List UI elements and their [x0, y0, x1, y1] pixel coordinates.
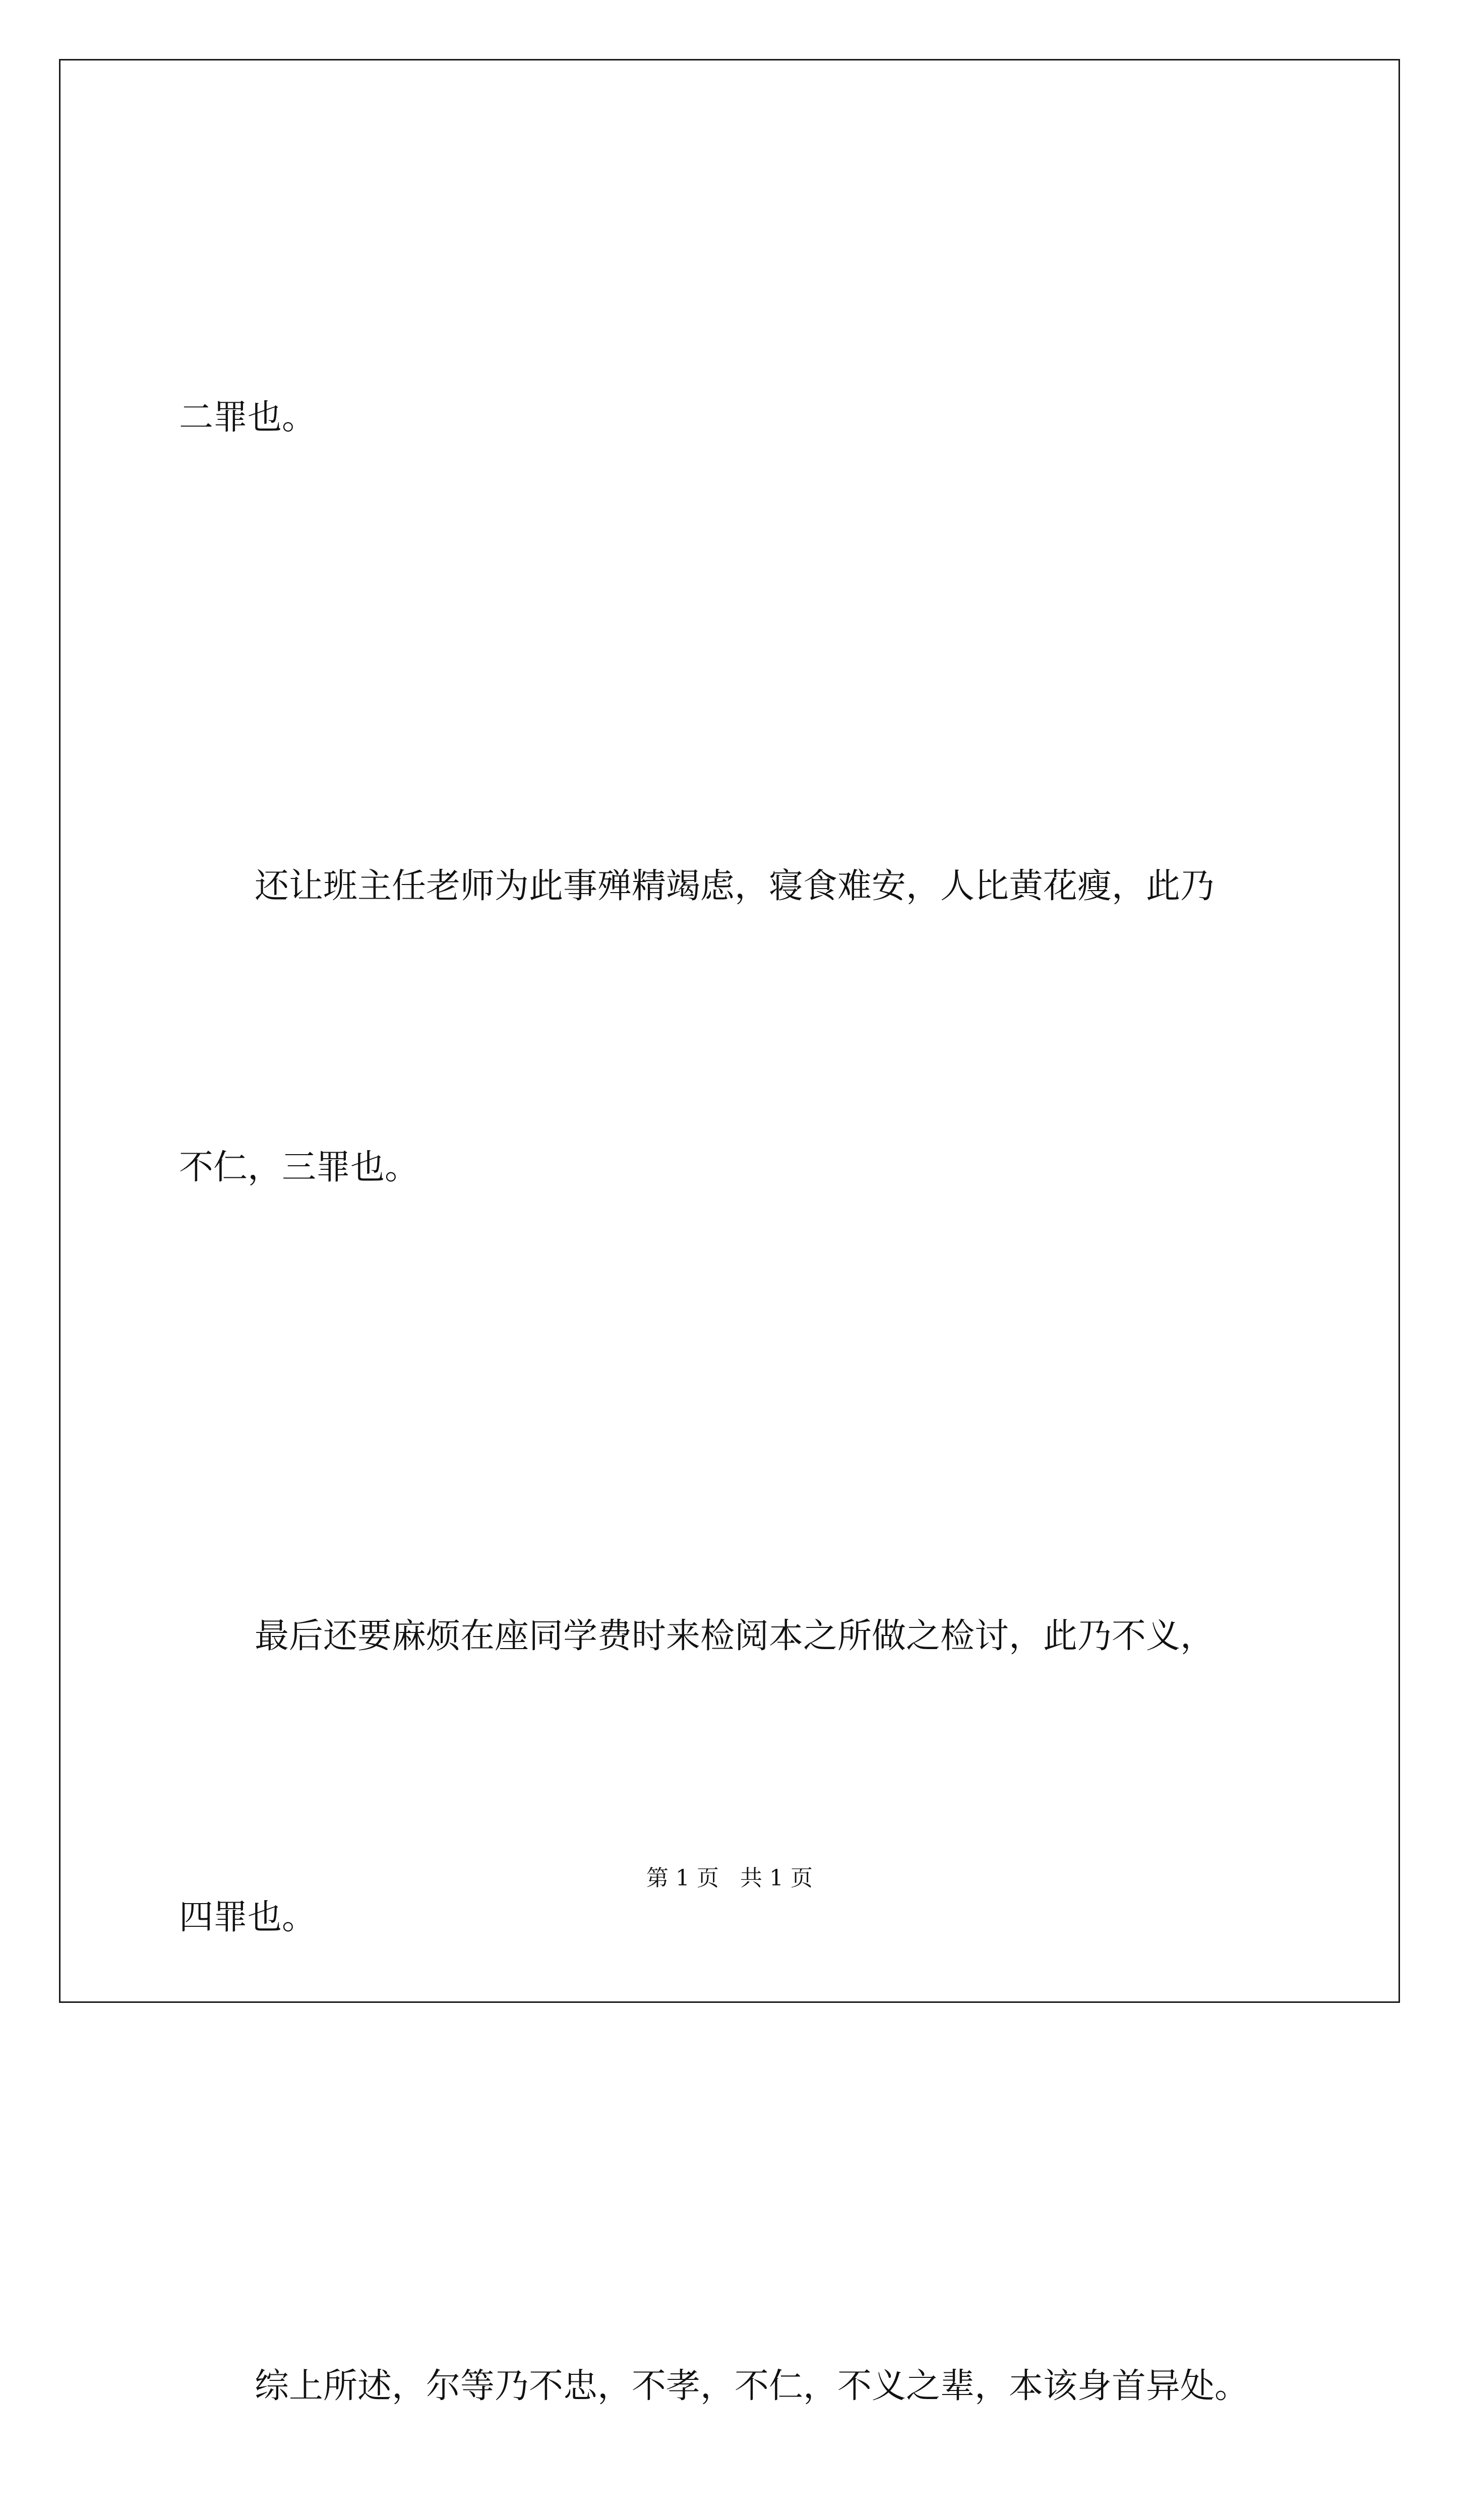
text-line: 二罪也。: [179, 398, 317, 437]
text-line: 四罪也。: [179, 1898, 317, 1937]
page-total: 共 1 页: [740, 1865, 813, 1891]
document-body: [179, 183, 1318, 2520]
text-line: 不仁，三罪也。: [179, 1148, 419, 1187]
text-line: 综上所述，尔等乃不忠，不孝，不仁，不义之辈，本该身首异处。: [255, 2366, 1249, 2406]
page-footer: [0, 1860, 1459, 1892]
page-number: 第 1 页: [646, 1865, 719, 1891]
text-line: 还让班主任老师为此事殚精竭虑，寝食难安，人比黄花瘦，此乃: [255, 866, 1215, 906]
paragraph: [179, 652, 1318, 1402]
paragraph: [179, 1402, 1318, 2152]
paragraph: [179, 2152, 1318, 2520]
text-line: 最后还要麻烦在座同学费时来检阅本之所做之检讨，此乃不义，: [255, 1616, 1215, 1656]
paragraph: [179, 183, 1318, 652]
